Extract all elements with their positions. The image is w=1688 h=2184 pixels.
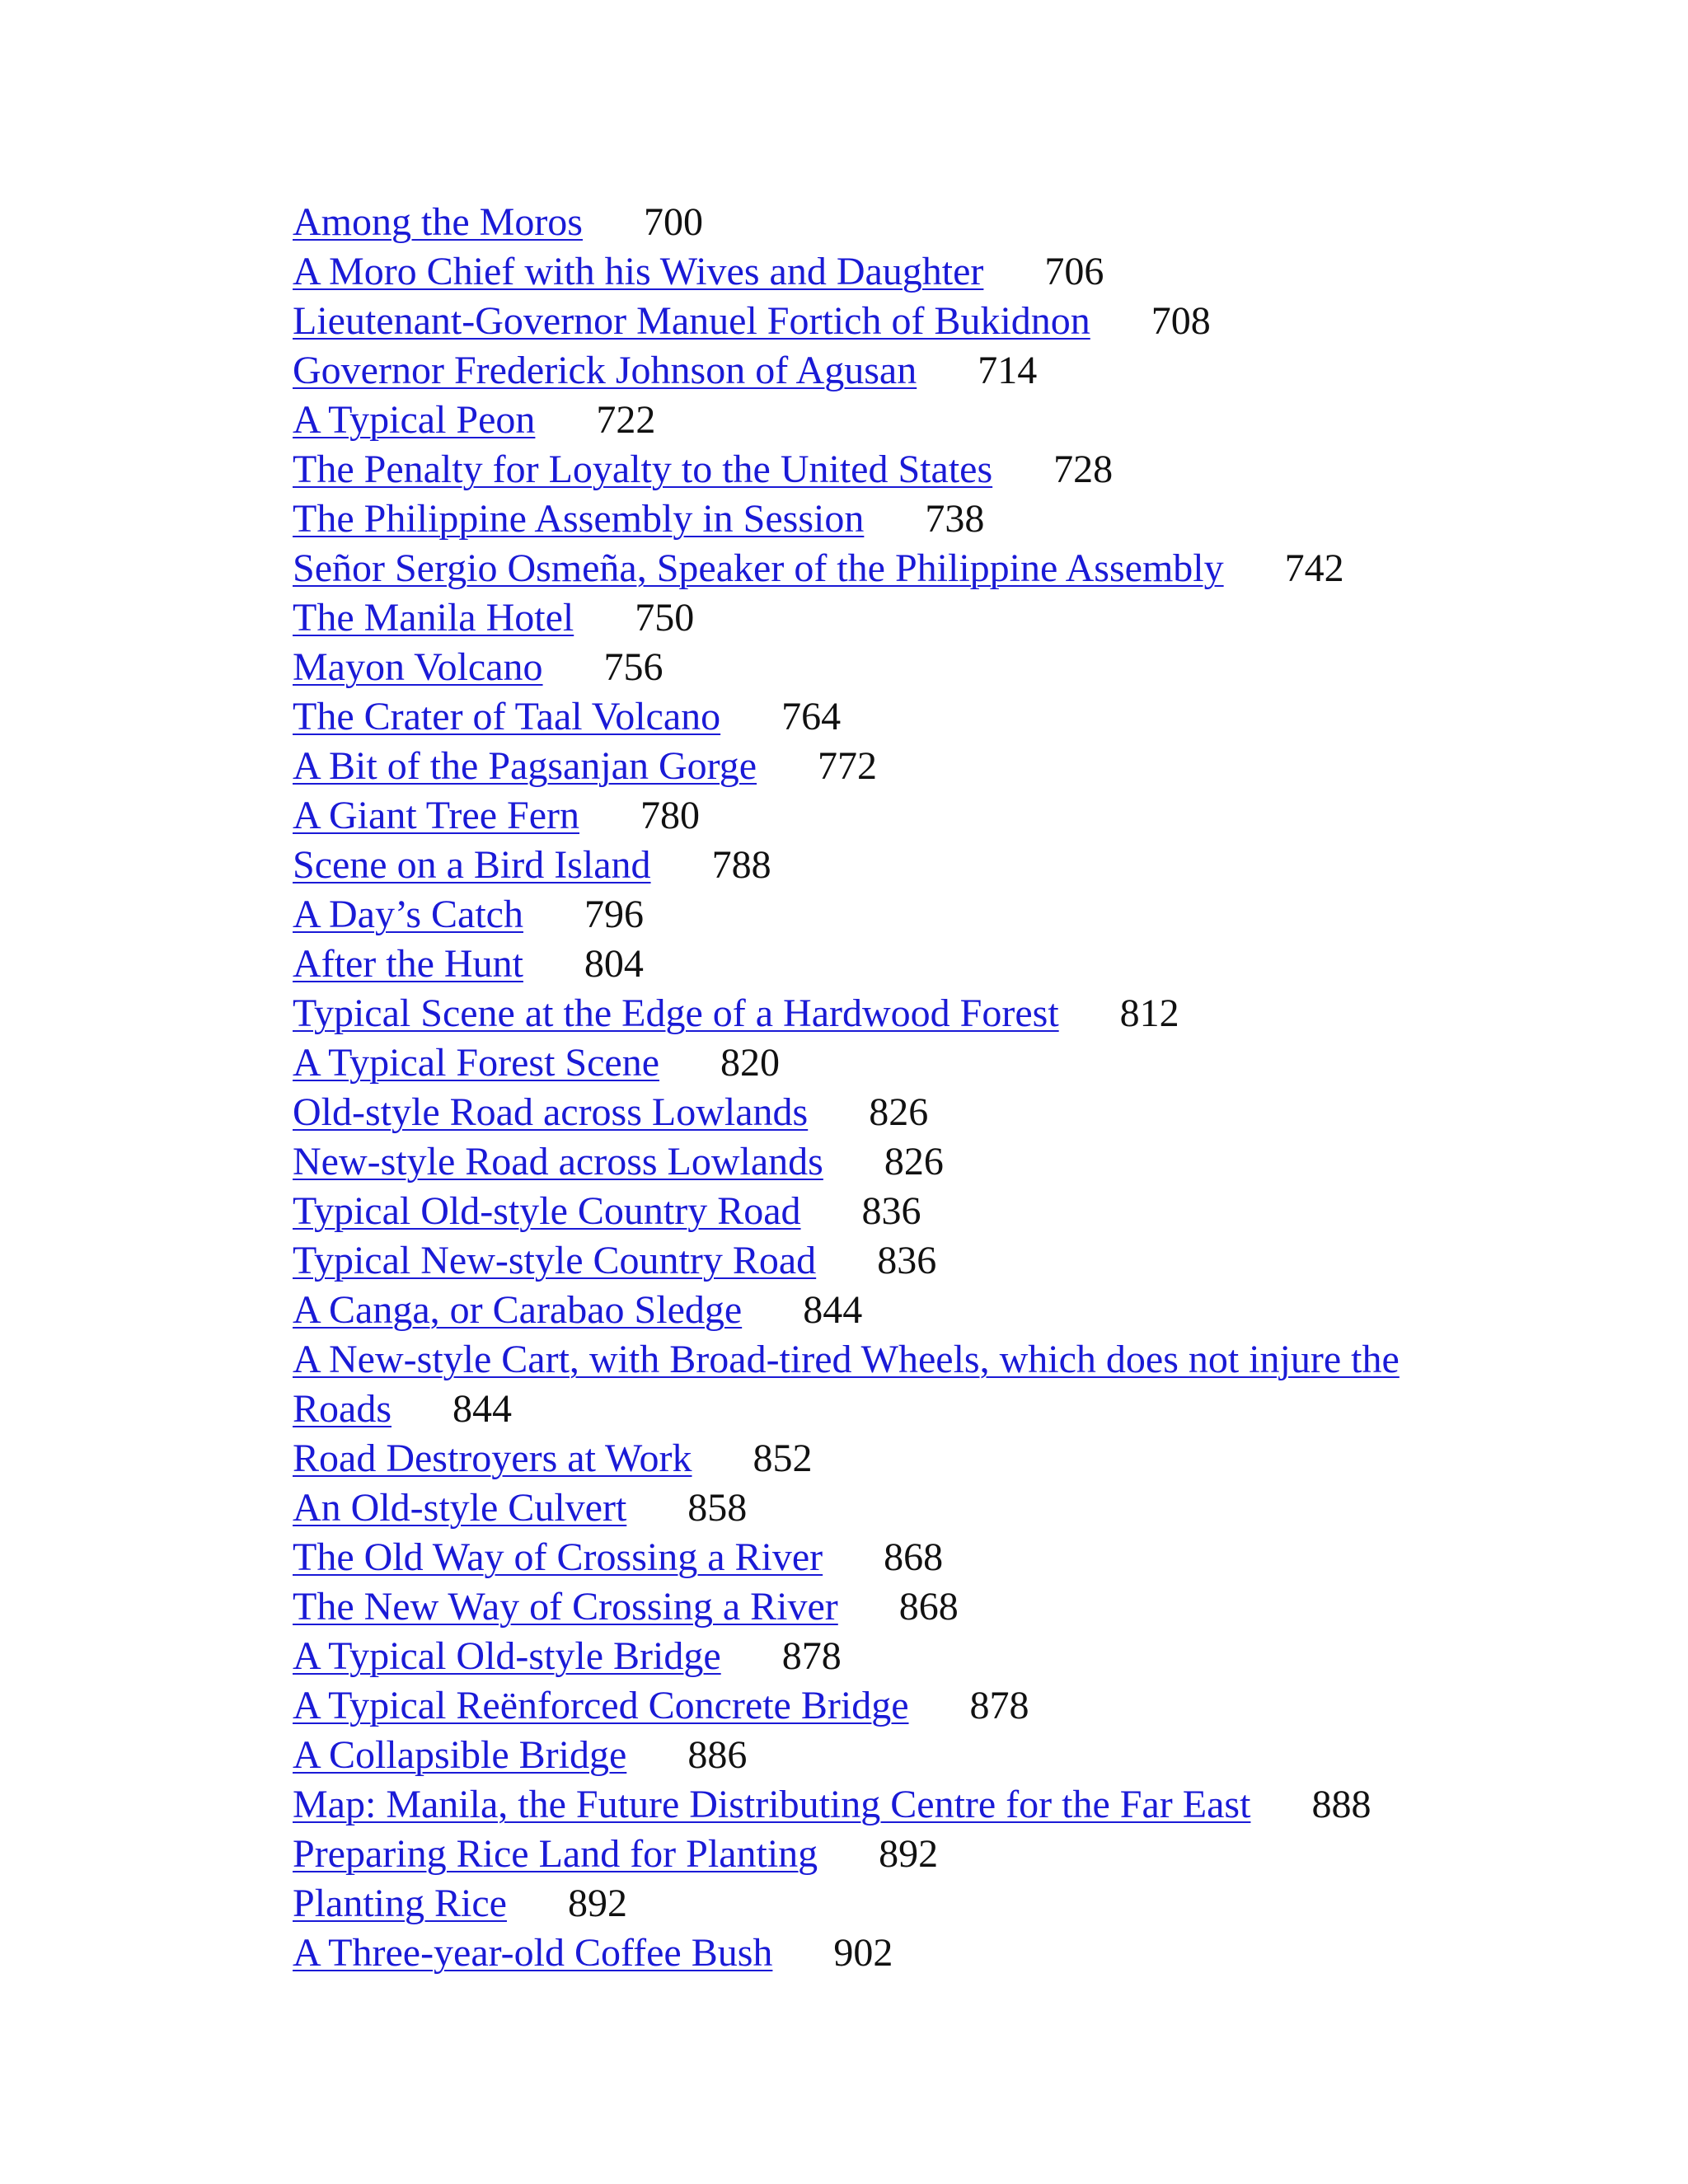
list-item — [293, 1434, 1447, 1483]
list-item — [293, 1929, 1447, 1978]
entry-link[interactable]: The Crater of Taal Volcano — [293, 695, 721, 738]
page-number: 836 — [861, 1189, 921, 1233]
entry-link[interactable]: Señor Sergio Osmeña, Speaker of the Philippine Assembly — [293, 546, 1224, 590]
list-item — [293, 297, 1447, 346]
list-item — [293, 593, 1447, 643]
list-item — [293, 1879, 1447, 1929]
list-item — [293, 1632, 1447, 1681]
list-item — [293, 1187, 1447, 1236]
list-item — [293, 643, 1447, 692]
entry-link[interactable]: The New Way of Crossing a River — [293, 1585, 838, 1629]
list-item — [293, 1286, 1447, 1335]
list-item — [293, 1236, 1447, 1286]
list-item — [293, 1335, 1447, 1434]
list-item — [293, 494, 1447, 544]
entry-link[interactable]: A Day’s Catch — [293, 893, 523, 936]
page-number: 826 — [869, 1090, 929, 1134]
entry-link[interactable]: The Manila Hotel — [293, 596, 574, 640]
list-item — [293, 989, 1447, 1038]
entry-link[interactable]: Typical New-style Country Road — [293, 1239, 817, 1282]
list-item — [293, 396, 1447, 445]
list-item — [293, 1681, 1447, 1731]
list-item — [293, 940, 1447, 989]
list-item — [293, 198, 1447, 247]
list-item — [293, 791, 1447, 841]
page-number: 844 — [452, 1387, 512, 1431]
page-number: 878 — [781, 1634, 842, 1678]
page-number: 852 — [753, 1436, 813, 1480]
list-item — [293, 1830, 1447, 1879]
entry-link[interactable]: Governor Frederick Johnson of Agusan — [293, 349, 917, 392]
page-number: 738 — [925, 497, 985, 541]
page-number: 836 — [877, 1239, 937, 1282]
page-number: 714 — [978, 349, 1038, 392]
list-item — [293, 346, 1447, 396]
page-number: 888 — [1311, 1783, 1372, 1826]
page-number: 868 — [898, 1585, 959, 1629]
page-number: 844 — [803, 1288, 863, 1332]
page-number: 902 — [833, 1931, 893, 1975]
page-number: 756 — [603, 645, 663, 689]
page-number: 708 — [1151, 299, 1211, 343]
list-item — [293, 742, 1447, 791]
list-item — [293, 544, 1447, 593]
page-number: 812 — [1119, 991, 1179, 1035]
entry-link[interactable]: A Moro Chief with his Wives and Daughter — [293, 250, 984, 293]
entry-link[interactable]: A Giant Tree Fern — [293, 794, 579, 837]
page-number: 742 — [1284, 546, 1344, 590]
page-number: 892 — [567, 1882, 627, 1925]
page-number: 722 — [596, 398, 656, 442]
entry-link[interactable]: The Philippine Assembly in Session — [293, 497, 865, 541]
page-number: 728 — [1053, 448, 1114, 491]
list-item — [293, 841, 1447, 890]
list-item — [293, 1137, 1447, 1187]
page-number: 878 — [969, 1684, 1029, 1727]
page-number: 892 — [879, 1832, 939, 1876]
list-item — [293, 1582, 1447, 1632]
page-number: 764 — [781, 695, 842, 738]
entry-link[interactable]: The Penalty for Loyalty to the United States — [293, 448, 993, 491]
list-item — [293, 247, 1447, 297]
entry-link[interactable]: Lieutenant-Governor Manuel Fortich of Bukidnon — [293, 299, 1090, 343]
page-number: 826 — [884, 1140, 944, 1183]
entry-link[interactable]: Scene on a Bird Island — [293, 843, 651, 887]
entry-link[interactable]: Among the Moros — [293, 200, 583, 244]
page-number: 780 — [640, 794, 700, 837]
entry-link[interactable]: Planting Rice — [293, 1882, 507, 1925]
entry-link[interactable]: Typical Scene at the Edge of a Hardwood Forest — [293, 991, 1059, 1035]
entry-link[interactable]: After the Hunt — [293, 942, 523, 986]
page-number: 772 — [818, 744, 878, 788]
list-item — [293, 1088, 1447, 1137]
page-number: 706 — [1044, 250, 1104, 293]
entry-link[interactable]: Typical Old-style Country Road — [293, 1189, 801, 1233]
page-number: 700 — [643, 200, 703, 244]
list-item — [293, 890, 1447, 940]
page-number: 868 — [884, 1535, 944, 1579]
entry-link[interactable]: A Typical Old-style Bridge — [293, 1634, 721, 1678]
entry-link[interactable]: A Canga, or Carabao Sledge — [293, 1288, 743, 1332]
list-item — [293, 1038, 1447, 1088]
entry-link[interactable]: An Old-style Culvert — [293, 1486, 627, 1530]
entry-link[interactable]: The Old Way of Crossing a River — [293, 1535, 823, 1579]
entry-link[interactable]: A Three-year-old Coffee Bush — [293, 1931, 773, 1975]
list-item — [293, 692, 1447, 742]
list-item — [293, 1483, 1447, 1533]
illustration-list — [293, 198, 1447, 1978]
entry-link[interactable]: Old-style Road across Lowlands — [293, 1090, 809, 1134]
page-number: 750 — [635, 596, 695, 640]
list-item — [293, 445, 1447, 494]
entry-link[interactable]: A Typical Forest Scene — [293, 1041, 660, 1085]
page-number: 886 — [687, 1733, 748, 1777]
page-number: 796 — [584, 893, 644, 936]
entry-link[interactable]: New-style Road across Lowlands — [293, 1140, 823, 1183]
entry-link[interactable]: Mayon Volcano — [293, 645, 543, 689]
entry-link[interactable]: Road Destroyers at Work — [293, 1436, 692, 1480]
page-number: 820 — [720, 1041, 781, 1085]
list-item — [293, 1780, 1447, 1830]
list-item — [293, 1533, 1447, 1582]
list-item — [293, 1731, 1447, 1780]
entry-link[interactable]: A Typical Peon — [293, 398, 536, 442]
page-number: 804 — [584, 942, 644, 986]
entry-link[interactable]: A Typical Reënforced Concrete Bridge — [293, 1684, 909, 1727]
entry-link[interactable]: A New-style Cart, with Broad-tired Wheels, which does not injure the Roads — [293, 1338, 1400, 1431]
page-number: 858 — [687, 1486, 748, 1530]
entry-link[interactable]: Preparing Rice Land for Planting — [293, 1832, 818, 1876]
entry-link[interactable]: A Collapsible Bridge — [293, 1733, 627, 1777]
entry-link[interactable]: Map: Manila, the Future Distributing Centre for the Far East — [293, 1783, 1251, 1826]
entry-link[interactable]: A Bit of the Pagsanjan Gorge — [293, 744, 757, 788]
page-number: 788 — [711, 843, 771, 887]
